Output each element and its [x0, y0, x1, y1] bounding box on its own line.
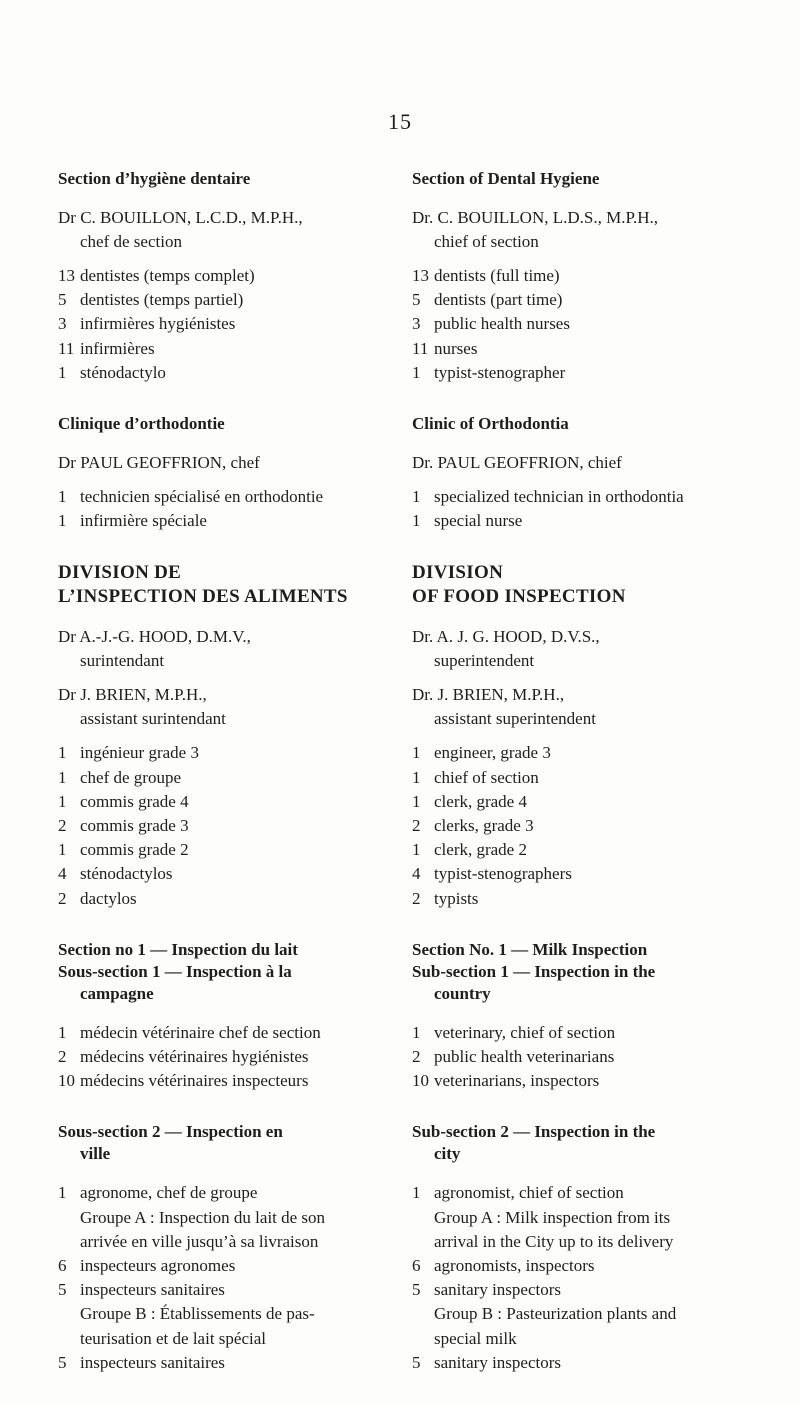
- staff-row: [58, 1181, 393, 1205]
- person-name: Dr. A. J. G. HOOD, D.V.S.,: [412, 627, 600, 647]
- staff-list: [412, 485, 772, 533]
- heading-line: L’INSPECTION DES ALIMENTS: [58, 586, 348, 608]
- staff-row: [58, 1021, 393, 1045]
- staff-role: public health veterinarians: [434, 1047, 615, 1067]
- staff-role: dentists (full time): [434, 266, 560, 285]
- person-name: Dr PAUL GEOFFRION, chef: [58, 453, 260, 473]
- staff-role: sanitary inspectors: [434, 1352, 561, 1372]
- staff-count: 1: [58, 1022, 67, 1042]
- staff-count: 1: [412, 362, 421, 382]
- staff-count: 1: [412, 791, 421, 811]
- staff-role: infirmières hygiénistes: [80, 314, 236, 334]
- division-heading: [412, 561, 772, 609]
- staff-row: [58, 862, 393, 886]
- staff-row: [412, 766, 772, 790]
- staff-count: 1: [412, 511, 421, 531]
- staff-count: 3: [412, 314, 421, 334]
- person-name: Dr J. BRIEN, M.P.H.,: [58, 685, 207, 705]
- staff-row: [58, 337, 393, 361]
- section-heading: Section of Dental Hygiene: [412, 169, 600, 188]
- staff-count: 6: [412, 1256, 421, 1276]
- staff-count: 4: [58, 864, 67, 884]
- dental-section-fr: [58, 168, 393, 385]
- staff-count: 1: [58, 511, 67, 531]
- staff-list: [412, 1021, 772, 1094]
- staff-role: dentistes (temps partiel): [80, 290, 244, 310]
- staff-row: [58, 887, 393, 911]
- staff-row: [58, 312, 393, 336]
- staff-role: inspecteurs agronomes: [80, 1256, 236, 1276]
- staff-role: engineer, grade 3: [434, 743, 551, 763]
- staff-row: [58, 264, 393, 288]
- staff-role: agronomists, inspectors: [434, 1256, 595, 1276]
- staff-row: [412, 264, 772, 288]
- staff-row: [412, 790, 772, 814]
- staff-role: commis grade 2: [80, 840, 189, 860]
- staff-role: inspecteurs sanitaires: [80, 1352, 225, 1372]
- staff-list: [412, 741, 772, 910]
- section-chief: [412, 206, 772, 254]
- staff-role: médecins vétérinaires inspecteurs: [80, 1071, 309, 1091]
- section-heading: [412, 939, 772, 1005]
- staff-role: special nurse: [434, 511, 523, 531]
- staff-count: 1: [58, 487, 67, 507]
- staff-list: [58, 485, 393, 533]
- staff-row: [412, 1181, 772, 1205]
- section-heading: [58, 1121, 393, 1165]
- staff-count: 5: [58, 1352, 67, 1372]
- staff-row: [412, 838, 772, 862]
- person-name: Dr. J. BRIEN, M.P.H.,: [412, 685, 565, 705]
- staff-row: [412, 312, 772, 336]
- milk-section-fr: [58, 939, 393, 1094]
- staff-count: 10: [412, 1071, 429, 1091]
- staff-count: 5: [58, 1280, 67, 1300]
- staff-row: [412, 361, 772, 385]
- group-b-label: Group B : Pasteurization plants and: [434, 1304, 677, 1324]
- person-title: assistant superintendent: [434, 709, 596, 729]
- staff-list: [58, 264, 393, 385]
- staff-row: [58, 361, 393, 385]
- staff-count: 2: [412, 816, 421, 836]
- staff-list: [58, 1181, 393, 1375]
- superintendent: [58, 625, 393, 673]
- milk-section-en: [412, 939, 772, 1094]
- heading-line: Sub-section 2 — Inspection in the: [412, 1122, 656, 1142]
- ortho-section-fr: [58, 413, 393, 533]
- person-title: assistant surintendant: [80, 709, 226, 729]
- section-heading: Section d’hygiène dentaire: [58, 169, 251, 188]
- heading-line: Sub-section 1 — Inspection in the: [412, 961, 656, 981]
- staff-row: [412, 288, 772, 312]
- staff-row: [58, 741, 393, 765]
- group-b-label: teurisation et de lait spécial: [80, 1328, 266, 1348]
- staff-count: 5: [58, 290, 67, 310]
- staff-count: 2: [412, 888, 421, 908]
- staff-list: [412, 264, 772, 385]
- staff-row: [412, 887, 772, 911]
- staff-count: 1: [58, 840, 67, 860]
- staff-role: clerks, grade 3: [434, 816, 534, 836]
- staff-role: commis grade 3: [80, 816, 189, 836]
- french-column: [58, 168, 393, 1403]
- staff-count: 6: [58, 1256, 67, 1276]
- staff-role: clerk, grade 4: [434, 791, 527, 811]
- staff-row: [58, 1045, 393, 1069]
- staff-count: 13: [58, 266, 75, 285]
- group-a-label: Groupe A : Inspection du lait de son: [80, 1207, 326, 1227]
- staff-role: public health nurses: [434, 314, 570, 334]
- person-title: chef de section: [80, 232, 182, 251]
- division-heading: [58, 561, 393, 609]
- staff-row: [412, 814, 772, 838]
- staff-row: [58, 1278, 393, 1302]
- food-division-fr: [58, 561, 393, 910]
- staff-count: 1: [58, 1183, 67, 1203]
- assistant-superintendent: [58, 683, 393, 731]
- staff-role: typist-stenographers: [434, 864, 572, 884]
- staff-role: sanitary inspectors: [434, 1280, 561, 1300]
- staff-role: nurses: [434, 338, 478, 358]
- staff-row: [412, 862, 772, 886]
- staff-row: [412, 1351, 772, 1375]
- staff-count: 1: [58, 743, 67, 763]
- heading-line: Section no 1 — Inspection du lait: [58, 939, 298, 959]
- staff-count: 2: [58, 888, 67, 908]
- staff-list: [58, 1021, 393, 1094]
- section-heading: [412, 1121, 772, 1165]
- person-name: Dr. C. BOUILLON, L.D.S., M.P.H.,: [412, 208, 659, 227]
- assistant-superintendent: [412, 683, 772, 731]
- group-b-label: special milk: [434, 1328, 517, 1348]
- staff-role: technicien spécialisé en orthodontie: [80, 487, 324, 507]
- staff-row: [412, 485, 772, 509]
- staff-role: clerk, grade 2: [434, 840, 527, 860]
- staff-count: 1: [412, 743, 421, 763]
- staff-count: 1: [412, 487, 421, 507]
- section-heading: [58, 939, 393, 1005]
- staff-count: 5: [412, 1352, 421, 1372]
- staff-role: ingénieur grade 3: [80, 743, 199, 763]
- staff-count: 1: [58, 791, 67, 811]
- staff-list: [58, 741, 393, 910]
- staff-row: [58, 766, 393, 790]
- group-a-label: arrivée en ville jusqu’à sa livraison: [80, 1231, 319, 1251]
- heading-line: Sous-section 1 — Inspection à la: [58, 961, 292, 981]
- staff-row: [412, 1045, 772, 1069]
- staff-role: veterinary, chief of section: [434, 1022, 616, 1042]
- staff-row: [58, 1254, 393, 1278]
- staff-row: [58, 288, 393, 312]
- heading-line: DIVISION: [412, 562, 504, 584]
- staff-role: commis grade 4: [80, 791, 189, 811]
- staff-count: 11: [412, 338, 429, 358]
- heading-line: campagne: [80, 983, 154, 1003]
- staff-row: [412, 509, 772, 533]
- staff-count: 2: [412, 1047, 421, 1067]
- staff-count: 5: [412, 290, 421, 310]
- staff-row: [58, 790, 393, 814]
- staff-count: 5: [412, 1280, 421, 1300]
- staff-role: typists: [434, 888, 479, 908]
- staff-row: [412, 337, 772, 361]
- staff-role: médecins vétérinaires hygiénistes: [80, 1047, 309, 1067]
- staff-count: 10: [58, 1071, 75, 1091]
- person-name: Dr C. BOUILLON, L.C.D., M.P.H.,: [58, 208, 303, 227]
- person-name: Dr. PAUL GEOFFRION, chief: [412, 453, 622, 473]
- staff-role: dactylos: [80, 888, 137, 908]
- staff-role: inspecteurs sanitaires: [80, 1280, 225, 1300]
- section-chief: [58, 451, 393, 475]
- staff-list: [412, 1181, 772, 1375]
- staff-count: 1: [412, 767, 421, 787]
- staff-count: 1: [412, 1022, 421, 1042]
- city-subsection-fr: [58, 1121, 393, 1375]
- staff-role: agronomist, chief of section: [434, 1183, 624, 1203]
- staff-row: [58, 814, 393, 838]
- staff-row: [412, 1069, 772, 1093]
- staff-role: chef de groupe: [80, 767, 182, 787]
- staff-row: [58, 485, 393, 509]
- staff-role: dentists (part time): [434, 290, 563, 310]
- staff-role: sténodactylos: [80, 864, 173, 884]
- english-column: [412, 168, 772, 1403]
- staff-row: [58, 838, 393, 862]
- staff-role: sténodactylo: [80, 362, 166, 382]
- ortho-section-en: [412, 413, 772, 533]
- superintendent: [412, 625, 772, 673]
- food-division-en: [412, 561, 772, 910]
- staff-row: [58, 509, 393, 533]
- person-name: Dr A.-J.-G. HOOD, D.M.V.,: [58, 627, 251, 647]
- staff-row: [58, 1069, 393, 1093]
- section-chief: [58, 206, 393, 254]
- staff-count: 1: [412, 840, 421, 860]
- staff-count: 3: [58, 314, 67, 334]
- heading-line: DIVISION DE: [58, 562, 182, 584]
- staff-row: [412, 1278, 772, 1302]
- staff-role: veterinarians, inspectors: [434, 1071, 600, 1091]
- staff-count: 4: [412, 864, 421, 884]
- staff-row: [412, 1254, 772, 1278]
- staff-role: agronome, chef de groupe: [80, 1183, 258, 1203]
- staff-count: 11: [58, 338, 75, 358]
- staff-count: 2: [58, 1047, 67, 1067]
- staff-role: specialized technician in orthodontia: [434, 487, 684, 507]
- heading-line: Section No. 1 — Milk Inspection: [412, 939, 648, 959]
- staff-role: infirmières: [80, 338, 155, 358]
- staff-role: médecin vétérinaire chef de section: [80, 1022, 321, 1042]
- heading-line: ville: [80, 1144, 111, 1164]
- staff-row: [412, 1021, 772, 1045]
- section-chief: [412, 451, 772, 475]
- staff-role: infirmière spéciale: [80, 511, 207, 531]
- staff-count: 1: [58, 767, 67, 787]
- staff-role: dentistes (temps complet): [80, 266, 255, 285]
- group-b-label: Groupe B : Établissements de pas-: [80, 1304, 315, 1324]
- staff-row: [412, 741, 772, 765]
- staff-count: 2: [58, 816, 67, 836]
- section-heading: Clinic of Orthodontia: [412, 414, 569, 434]
- person-title: chief of section: [434, 232, 539, 251]
- staff-role: typist-stenographer: [434, 362, 566, 382]
- person-title: superintendent: [434, 651, 535, 671]
- heading-line: Sous-section 2 — Inspection en: [58, 1122, 283, 1142]
- staff-count: 1: [412, 1183, 421, 1203]
- heading-line: country: [434, 983, 491, 1003]
- staff-row: [58, 1351, 393, 1375]
- staff-count: 13: [412, 266, 429, 285]
- heading-line: city: [434, 1144, 461, 1164]
- group-a-label: arrival in the City up to its delivery: [434, 1231, 674, 1251]
- page-number: 15: [388, 109, 412, 134]
- heading-line: OF FOOD INSPECTION: [412, 586, 626, 608]
- person-title: surintendant: [80, 651, 165, 671]
- group-a-label: Group A : Milk inspection from its: [434, 1207, 671, 1227]
- staff-count: 1: [58, 362, 67, 382]
- dental-section-en: [412, 168, 772, 385]
- city-subsection-en: [412, 1121, 772, 1375]
- staff-role: chief of section: [434, 767, 539, 787]
- section-heading: Clinique d’orthodontie: [58, 414, 225, 434]
